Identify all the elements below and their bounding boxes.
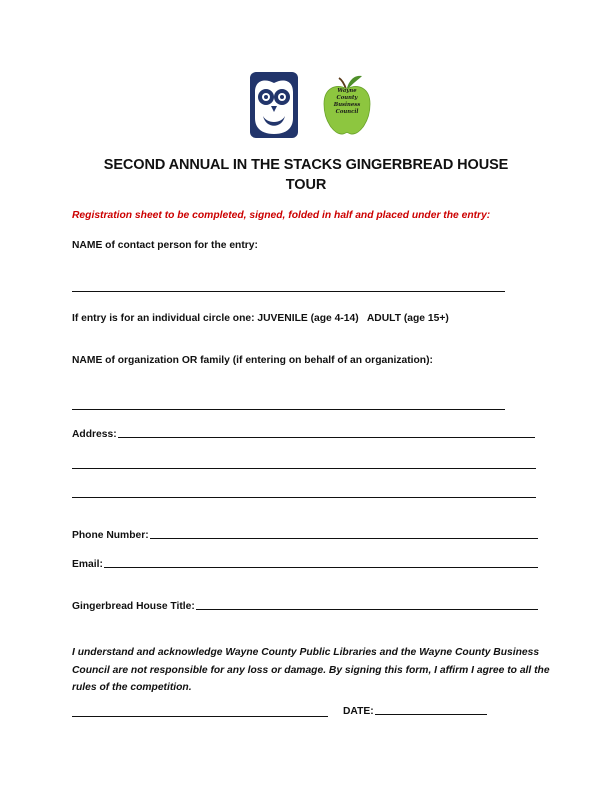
signature-field[interactable]	[72, 716, 328, 717]
organization-name-label: NAME of organization OR family (if entering on behalf of an organization):	[72, 355, 433, 366]
registration-instructions: Registration sheet to be completed, signed, folded in half and placed under the entry:	[72, 210, 491, 221]
email-field[interactable]	[104, 567, 538, 568]
council-text-line: Wayne	[337, 88, 357, 94]
house-title-field[interactable]	[196, 609, 538, 610]
address-row	[72, 429, 535, 440]
date-field[interactable]	[375, 714, 487, 715]
phone-label: Phone Number:	[72, 530, 149, 541]
title-line-1: SECOND ANNUAL IN THE STACKS GINGERBREAD HOUSE	[103, 157, 509, 173]
council-text-line: Business	[333, 102, 361, 108]
council-text-line: County	[336, 95, 358, 101]
contact-name-field[interactable]	[72, 291, 505, 292]
address-field-line-2[interactable]	[72, 468, 536, 469]
date-row	[343, 706, 487, 717]
house-title-label: Gingerbread House Title:	[72, 601, 195, 612]
individual-entry-label: If entry is for an individual circle one: JUVENILE (age 4-14) ADULT (age 15+)	[72, 313, 449, 324]
house-title-row	[72, 601, 538, 612]
address-field-line-3[interactable]	[72, 497, 536, 498]
email-label: Email:	[72, 559, 103, 570]
address-field[interactable]	[118, 437, 535, 438]
title-line-2: TOUR	[285, 177, 327, 193]
email-row	[72, 559, 538, 570]
address-label: Address:	[72, 429, 117, 440]
council-logo-text	[322, 88, 372, 116]
acknowledgement-text: I understand and acknowledge Wayne County Public Libraries and the Wayne County Business Council are not responsible for any loss or damage. By signing this form, I affirm I agree to all the rules of the competition.	[72, 647, 550, 693]
date-label: DATE:	[343, 706, 374, 717]
library-owl-logo	[249, 72, 299, 138]
organization-name-field[interactable]	[72, 409, 505, 410]
contact-name-label: NAME of contact person for the entry:	[72, 240, 258, 251]
phone-field[interactable]	[150, 538, 538, 539]
page-title	[60, 155, 552, 195]
owl-logo-icon	[249, 72, 299, 138]
business-council-logo	[322, 74, 372, 136]
phone-row	[72, 530, 538, 541]
council-text-line: Council	[335, 109, 359, 115]
